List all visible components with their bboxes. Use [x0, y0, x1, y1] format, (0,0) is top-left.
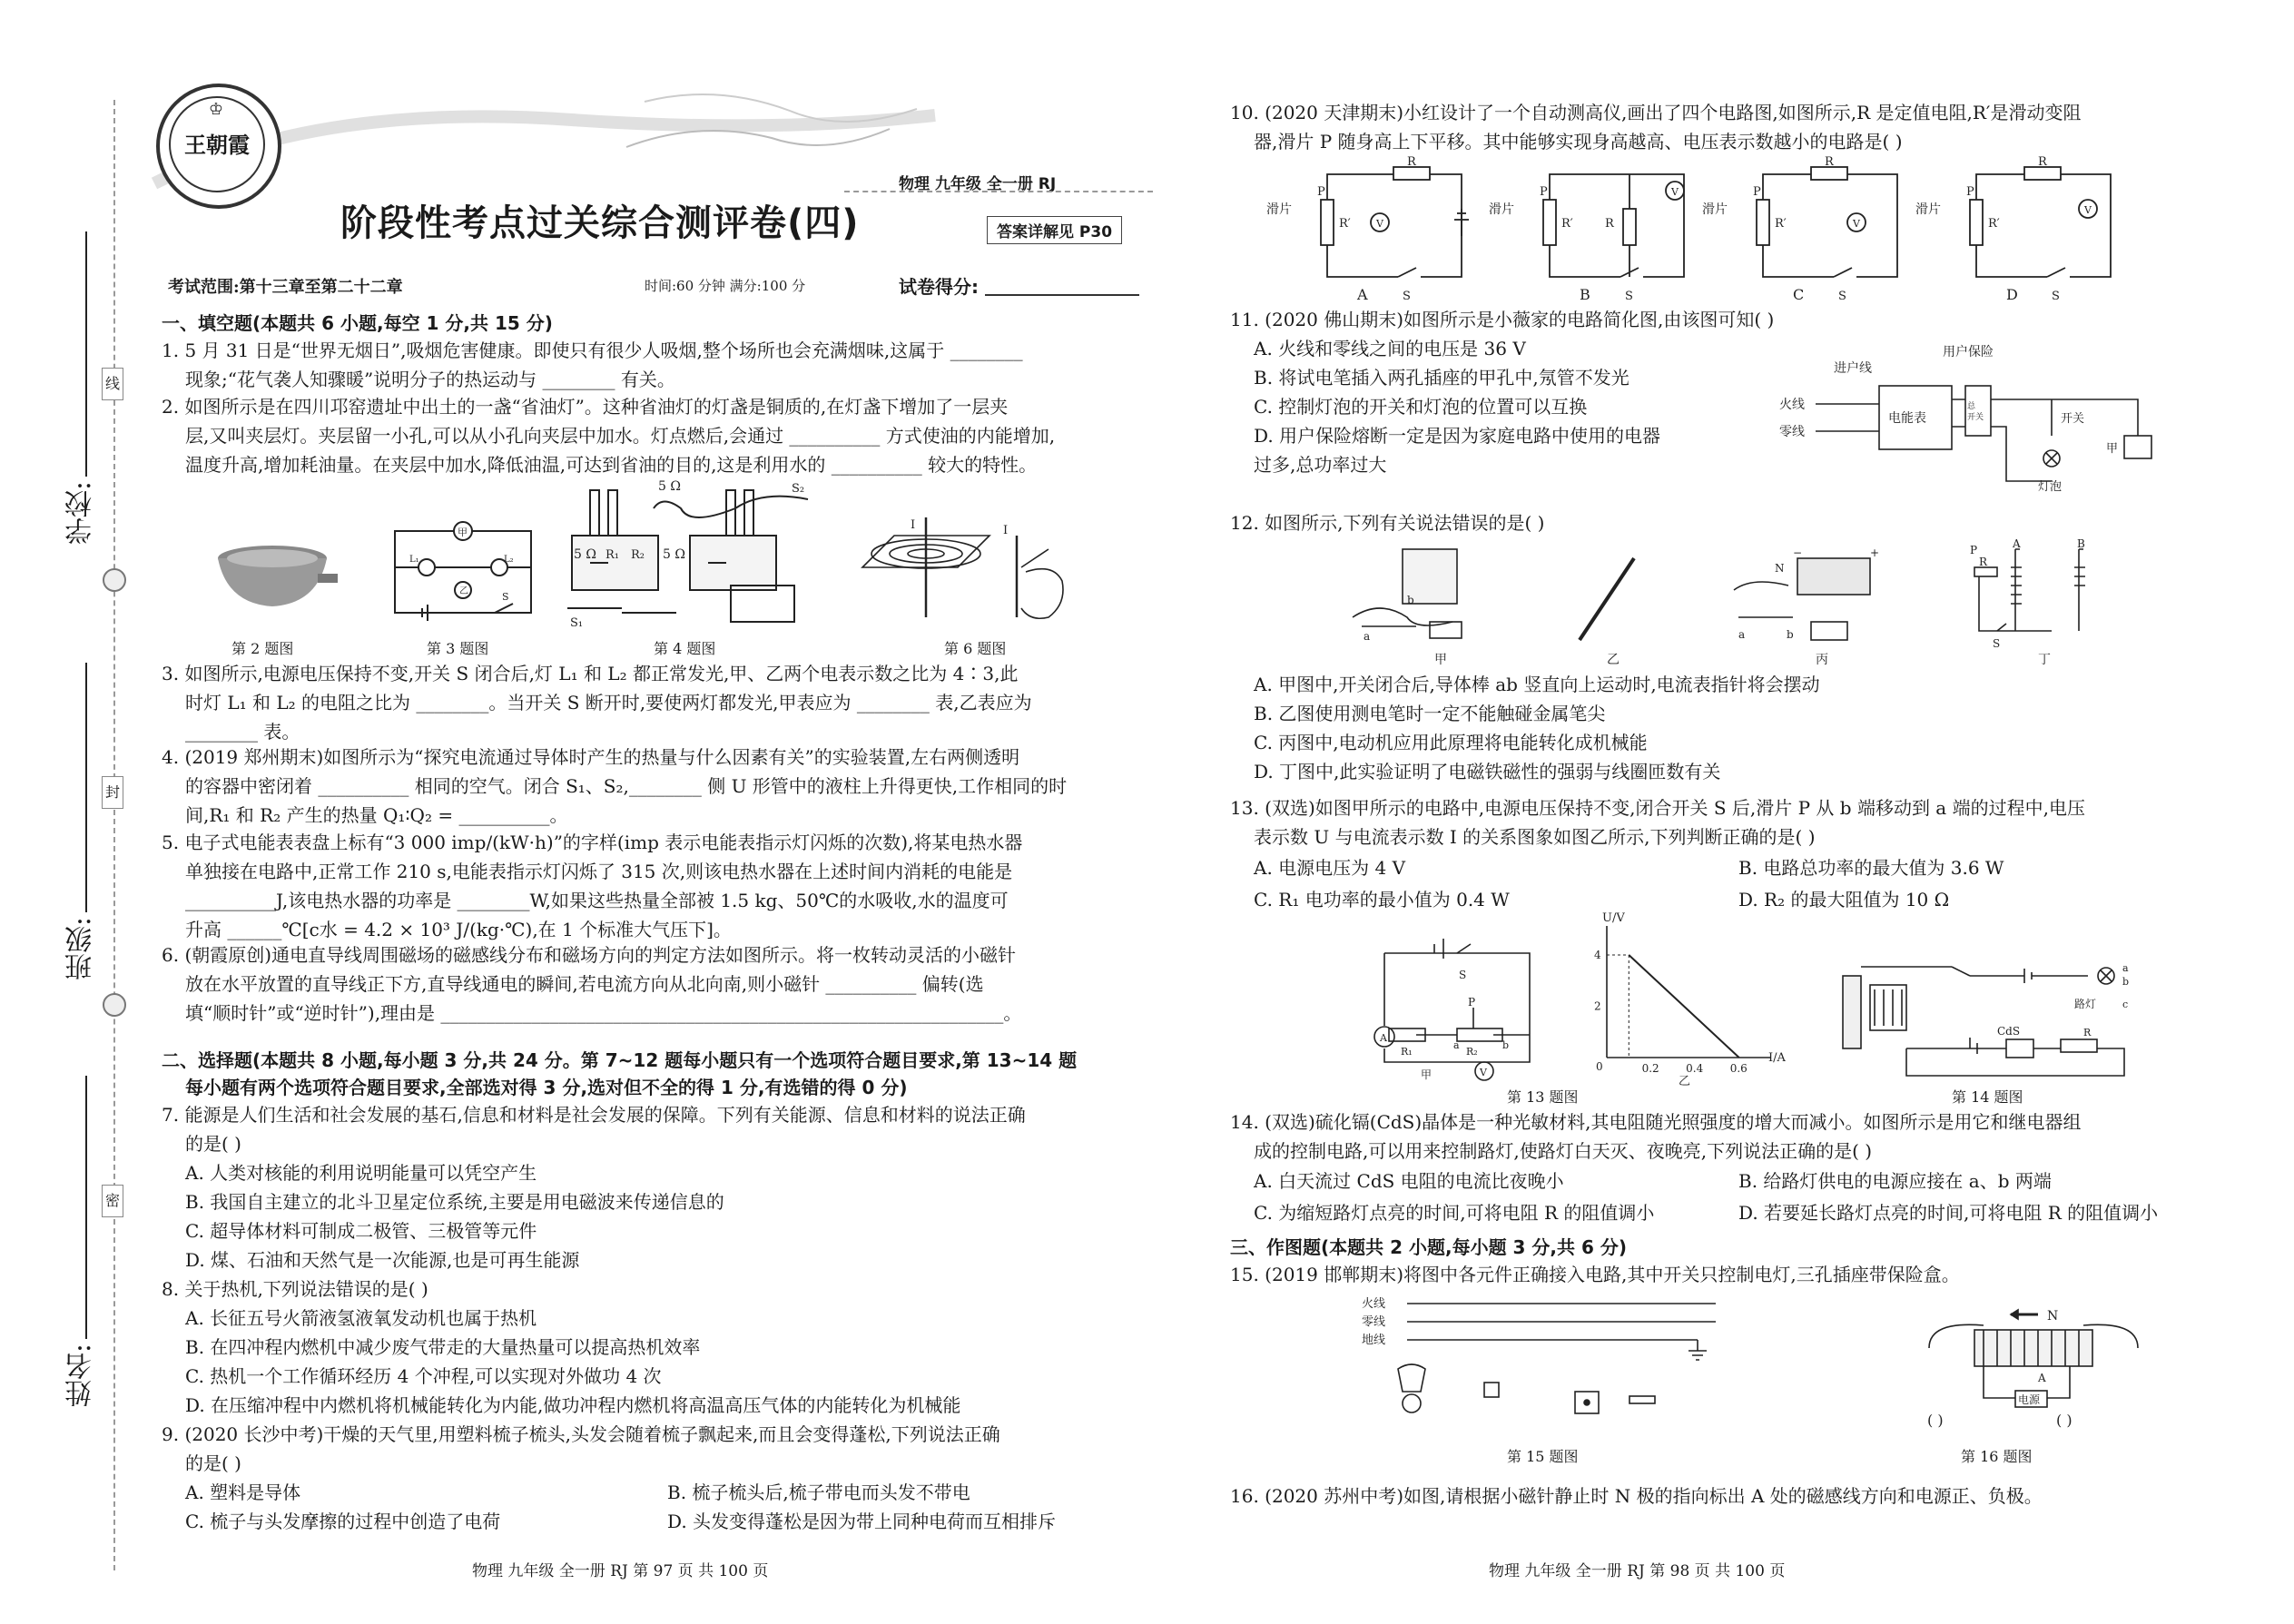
- svg-text:甲: 甲: [458, 527, 468, 538]
- question-1: [162, 336, 1023, 394]
- q11-option-d[interactable]: D. 用户保险熔断一定是因为家庭电路中使用的电器: [1254, 425, 1661, 447]
- q12-fig-yi: [1580, 558, 1634, 667]
- svg-text:火线: 火线: [1362, 1297, 1386, 1311]
- svg-text:S: S: [2052, 290, 2060, 303]
- question-3: [162, 659, 1032, 746]
- question-4: [162, 743, 1067, 830]
- q7-option-c[interactable]: C. 超导体材料可制成二极管、三极管等元件: [185, 1220, 537, 1242]
- svg-text:P: P: [1966, 185, 1974, 199]
- q12-figures: [1344, 537, 2206, 667]
- svg-text:甲: 甲: [2106, 442, 2119, 456]
- svg-text:R: R: [1825, 155, 1834, 169]
- q9-option-b[interactable]: B. 梳子梳头后,梳子带电而头发不带电: [667, 1481, 970, 1503]
- q10-label-a: A: [1357, 286, 1368, 303]
- question-8: [162, 1275, 960, 1420]
- svg-text:N: N: [1775, 562, 1785, 575]
- svg-text:V: V: [2084, 204, 2092, 216]
- q14-relay-circuit: [1834, 949, 2142, 1085]
- svg-text:S: S: [1625, 290, 1633, 303]
- svg-text:丙: 丙: [1816, 653, 1828, 667]
- svg-text:S₁: S₁: [570, 616, 584, 630]
- svg-text:B: B: [1580, 286, 1590, 303]
- q12-option-d[interactable]: D. 丁图中,此实验证明了电磁铁磁性的强弱与线圈匝数有关: [1254, 761, 1721, 782]
- svg-text:L₁: L₁: [409, 555, 419, 565]
- binding-mark-seal: 封: [102, 776, 123, 809]
- school-label: 学校:: [65, 481, 97, 546]
- section-2-heading-1: 二、选择题(本题共 8 小题,每小题 3 分,共 24 分。第 7~12 题每小题只有一个选项符合题目要求,第 13~14 题: [162, 1049, 1078, 1071]
- q5-line-1: 5. 电子式电能表表盘上标有“3 000 imp/(kW·h)”的字样(imp 表示电能表指示灯闪烁的次数),将某电热水器: [162, 832, 1023, 853]
- q8-option-b[interactable]: B. 在四冲程内燃机中减少废气带走的大量热量可以提高热机效率: [185, 1336, 701, 1358]
- question-10: [1230, 98, 2081, 156]
- origin-label: 0: [1596, 1060, 1603, 1073]
- svg-text:电源: 电源: [2018, 1393, 2041, 1406]
- svg-text:N: N: [2047, 1309, 2059, 1324]
- svg-text:零线: 零线: [1779, 425, 1805, 439]
- q10-line-1: 10. (2020 天津期末)小红设计了一个自动测高仪,画出了四个电路图,如图所示,R 是定值电阻,R′是滑动变阻: [1230, 102, 2082, 123]
- svg-text:R: R: [1605, 217, 1614, 231]
- q4-line-3: 间,R₁ 和 R₂ 产生的热量 Q₁∶Q₂ = __________。: [185, 804, 568, 826]
- svg-text:R: R: [1979, 556, 1988, 568]
- svg-text:S₂: S₂: [792, 482, 805, 496]
- name-label: 姓名:: [65, 1343, 97, 1408]
- q2-line-3: 温度升高,增加耗油量。在夹层中加水,降低油温,可达到省油的目的,这是利用水的 __________ 较大的特性。: [185, 454, 1038, 476]
- svg-text:P: P: [1753, 185, 1761, 199]
- svg-text:R: R: [1407, 155, 1416, 169]
- svg-text:D: D: [2006, 286, 2018, 303]
- svg-text:b: b: [2122, 976, 2130, 988]
- svg-text:A: A: [2013, 537, 2021, 550]
- svg-text:a: a: [1738, 628, 1746, 641]
- q16-solenoid-figure: [1920, 1307, 2138, 1434]
- svg-text:−: −: [1793, 546, 1803, 559]
- q13-option-a[interactable]: A. 电源电压为 4 V: [1254, 857, 1406, 879]
- q12-option-c[interactable]: C. 丙图中,电动机应用此原理将电能转化成机械能: [1254, 732, 1648, 753]
- binding-mark-secret: 密: [102, 1185, 123, 1217]
- svg-text:R′: R′: [1775, 217, 1787, 231]
- q12-fig-jia: [1353, 549, 1462, 667]
- logo-crown-icon: ♔: [208, 100, 224, 119]
- svg-text:总: 总: [1967, 402, 1976, 411]
- q8-stem: 8. 关于热机,下列说法错误的是( ): [162, 1278, 428, 1300]
- svg-text:P: P: [1540, 185, 1548, 199]
- svg-text:A: A: [2038, 1372, 2046, 1384]
- svg-text:乙: 乙: [459, 586, 468, 596]
- svg-text:P: P: [1970, 544, 1978, 556]
- q10-circuits: [1266, 154, 2174, 304]
- score-label: 试卷得分:: [899, 276, 979, 298]
- answer-ref[interactable]: 答案详解见 P30: [987, 216, 1122, 244]
- svg-text:R₁: R₁: [605, 548, 619, 562]
- svg-text:进户线: 进户线: [1834, 361, 1872, 376]
- svg-text:b: b: [1502, 1039, 1510, 1051]
- q4-line-1: 4. (2019 郑州期末)如图所示为“探究电流通过导体时产生的热量与什么因素有关”的实验装置,左右两侧透明: [162, 746, 1020, 768]
- footer-left: 物理 九年级 全一册 RJ 第 97 页 共 100 页: [472, 1562, 769, 1580]
- q6-line-1: 6. (朝霞原创)通电直导线周围磁场的磁感线分布和磁场方向的判定方法如图所示。将一枚转动灵活的小磁针: [162, 944, 1017, 966]
- svg-text:S: S: [1993, 637, 2001, 650]
- q13-option-c[interactable]: C. R₁ 电功率的最小值为 0.4 W: [1254, 889, 1510, 910]
- y-tick-label: 4: [1594, 948, 1601, 961]
- q12-fig-ding: [1970, 537, 2085, 667]
- q14-option-c[interactable]: C. 为缩短路灯点亮的时间,可将电阻 R 的阻值调小: [1254, 1202, 1655, 1224]
- svg-text:滑片: 滑片: [1702, 202, 1728, 217]
- q3-line-1: 3. 如图所示,电源电压保持不变,开关 S 闭合后,灯 L₁ 和 L₂ 都正常发光,甲、乙两个电表示数之比为 4∶3,此: [162, 663, 1019, 684]
- svg-text:V: V: [1480, 1067, 1487, 1078]
- svg-text:P: P: [1317, 185, 1325, 199]
- svg-text:开关: 开关: [1967, 413, 1984, 422]
- figure-4-apparatus: [554, 472, 826, 631]
- caption-fig-14: 第 14 题图: [1952, 1088, 2023, 1106]
- q11-stem: 11. (2020 佛山期末)如图所示是小薇家的电路简化图,由该图可知( ): [1230, 309, 1775, 330]
- q13-option-d[interactable]: D. R₂ 的最大阻值为 10 Ω: [1738, 889, 1950, 910]
- binding-dotted-line: [113, 100, 115, 1570]
- question-14: [1230, 1107, 2082, 1166]
- q14-option-a[interactable]: A. 白天流过 CdS 电阻的电流比夜晚小: [1254, 1170, 1564, 1192]
- svg-text:A: A: [1380, 1032, 1387, 1044]
- q15-wiring-figure: [1362, 1296, 1743, 1432]
- svg-text:a: a: [2122, 962, 2129, 974]
- q9-stem-1: 9. (2020 长沙中考)干燥的天气里,用塑料梳子梳头,头发会随着梳子飘起来,而且会变得蓬松,下列说法正确: [162, 1423, 1000, 1445]
- svg-text:R′: R′: [1561, 217, 1573, 231]
- section-2-heading-2: 每小题有两个选项符合题目要求,全部选对得 3 分,选对但不全的得 1 分,有选错的得 0 分): [185, 1077, 908, 1098]
- q3-line-3: ________ 表。: [185, 721, 300, 743]
- q5-line-3: __________J,该电热水器的功率是 ________W,如果这些热量全部被 1.5 kg、50℃的水吸收,水的温度可: [185, 890, 1009, 911]
- section-1-heading: 一、填空题(本题共 6 小题,每空 1 分,共 15 分): [162, 312, 553, 334]
- q8-option-d[interactable]: D. 在压缩冲程中内燃机将机械能转化为内能,做功冲程内燃机将高温高压气体的内能转化为机械能: [185, 1394, 961, 1416]
- exam-time: 时间:60 分钟 满分:100 分: [645, 278, 806, 294]
- svg-text:R′: R′: [1988, 217, 2000, 231]
- svg-text:灯泡: 灯泡: [2038, 480, 2063, 494]
- y-tick-label: 2: [1594, 999, 1601, 1013]
- question-16: 16. (2020 苏州中考)如图,请根据小磁针静止时 N 极的指向标出 A 处的磁感线方向和电源正、负极。: [1230, 1485, 2043, 1507]
- svg-text:5 Ω: 5 Ω: [663, 547, 685, 562]
- score-field[interactable]: [985, 294, 1139, 296]
- ui-chart-svg: [1570, 911, 1788, 1088]
- svg-text:b: b: [1407, 594, 1414, 606]
- svg-text:V: V: [1853, 218, 1860, 230]
- x-tick-label: 0.4: [1686, 1062, 1704, 1075]
- caption-fig-3: 第 3 题图: [427, 640, 489, 657]
- q9-option-d[interactable]: D. 头发变得蓬松是因为带上同种电荷而互相排斥: [667, 1511, 1057, 1532]
- svg-text:c: c: [2122, 999, 2129, 1010]
- svg-text:( ): ( ): [1927, 1412, 1944, 1429]
- question-7: [162, 1100, 1026, 1275]
- svg-text:甲: 甲: [1434, 653, 1447, 667]
- q12-option-b[interactable]: B. 乙图使用测电笔时一定不能触碰金属笔尖: [1254, 703, 1606, 724]
- svg-text:( ): ( ): [2056, 1412, 2072, 1429]
- q14-option-b[interactable]: B. 给路灯供电的电源应接在 a、b 两端: [1738, 1170, 2052, 1192]
- svg-text:R′: R′: [1339, 217, 1351, 231]
- q5-line-4: 升高 ______℃[c水 = 4.2 × 10³ J/(kg·℃),在 1 个标准大气压下]。: [185, 919, 732, 940]
- q13-circuit-jia: [1366, 935, 1548, 1080]
- svg-text:R₂: R₂: [1466, 1046, 1478, 1058]
- svg-text:C: C: [1793, 286, 1805, 303]
- question-11: [1230, 305, 1774, 479]
- question-12: [1230, 508, 1544, 537]
- caption-fig-2: 第 2 题图: [231, 640, 294, 657]
- caption-fig-13: 第 13 题图: [1507, 1088, 1579, 1106]
- q7-stem-1: 7. 能源是人们生活和社会发展的基石,信息和材料是社会发展的保障。下列有关能源、信息和材料的说法正确: [162, 1104, 1026, 1126]
- figure-2-oil-lamp: [209, 527, 336, 617]
- question-15: 15. (2019 邯郸期末)将图中各元件正确接入电路,其中开关只控制电灯,三孔插座带保险盒。: [1230, 1264, 1960, 1285]
- svg-text:I: I: [911, 518, 916, 532]
- svg-text:+: +: [1870, 546, 1880, 559]
- svg-text:a: a: [1453, 1039, 1460, 1051]
- q11-household-circuit: [1779, 345, 2161, 495]
- svg-text:电能表: 电能表: [1888, 411, 1926, 426]
- caption-fig-4: 第 4 题图: [654, 640, 716, 657]
- series-line: [1629, 955, 1738, 1058]
- caption-fig-15: 第 15 题图: [1507, 1448, 1579, 1465]
- binding-mark-line: 线: [102, 368, 123, 400]
- figure-6-magnetic-field: [858, 517, 1080, 626]
- question-13: [1230, 793, 2085, 851]
- svg-text:R₁: R₁: [1401, 1046, 1413, 1058]
- q12-fig-bing: [1734, 546, 1879, 667]
- chart-sublabel: 乙: [1679, 1075, 1691, 1088]
- svg-text:5 Ω: 5 Ω: [658, 479, 681, 494]
- caption-fig-16: 第 16 题图: [1961, 1448, 2033, 1465]
- q8-option-c[interactable]: C. 热机一个工作循环经历 4 个冲程,可以实现对外做功 4 次: [185, 1365, 662, 1387]
- q10-circuit-a: [1266, 155, 1469, 303]
- q12-stem: 12. 如图所示,下列有关说法错误的是( ): [1230, 512, 1545, 534]
- page-title: 阶段性考点过关综合测评卷(四): [340, 202, 860, 244]
- logo-badge: [156, 84, 281, 209]
- svg-text:甲: 甲: [1421, 1068, 1433, 1081]
- svg-text:丁: 丁: [2038, 653, 2051, 667]
- class-label: 班级:: [65, 917, 97, 981]
- svg-text:S: S: [1459, 969, 1467, 981]
- q5-line-2: 单独接在电路中,正常工作 210 s,电能表指示灯闪烁了 315 次,则该电热水器在上述时间内消耗的电能是: [185, 861, 1013, 882]
- q13-ui-graph: [1570, 911, 1788, 1088]
- q13-option-b[interactable]: B. 电路总功率的最大值为 3.6 W: [1738, 857, 2004, 879]
- q2-line-1: 2. 如图所示是在四川邛窑遗址中出土的一盏“省油灯”。这种省油灯的灯盏是铜质的,在灯盏下增加了一层夹: [162, 396, 1009, 418]
- question-9: [162, 1420, 1000, 1478]
- caption-fig-6: 第 6 题图: [944, 640, 1007, 657]
- q1-line-1: 1. 5 月 31 日是“世界无烟日”,吸烟危害健康。即使只有很少人吸烟,整个场所也会充满烟味,这属于 ________: [162, 340, 1023, 361]
- name-field[interactable]: [85, 1076, 87, 1339]
- svg-text:R: R: [2083, 1027, 2092, 1038]
- q7-stem-2: 的是( ): [185, 1133, 241, 1155]
- footer-right: 物理 九年级 全一册 RJ 第 98 页 共 100 页: [1489, 1562, 1786, 1580]
- svg-text:S: S: [1838, 290, 1846, 303]
- svg-text:R₂: R₂: [631, 548, 645, 562]
- svg-text:滑片: 滑片: [1266, 202, 1292, 217]
- question-6: [162, 940, 1021, 1028]
- y-axis-label: U/V: [1602, 911, 1625, 925]
- svg-text:R: R: [2038, 155, 2047, 169]
- q12-option-a[interactable]: A. 甲图中,开关闭合后,导体棒 ab 竖直向上运动时,电流表指针将会摆动: [1254, 674, 1820, 695]
- svg-text:P: P: [1468, 996, 1476, 1009]
- svg-text:a: a: [1364, 630, 1371, 643]
- svg-text:乙: 乙: [1607, 653, 1620, 667]
- svg-text:b: b: [1787, 628, 1794, 641]
- svg-text:5 Ω: 5 Ω: [574, 547, 596, 562]
- q14-option-d[interactable]: D. 若要延长路灯点亮的时间,可将电阻 R 的阻值调小: [1738, 1202, 2159, 1224]
- q11-option-c[interactable]: C. 控制灯泡的开关和灯泡的位置可以互换: [1254, 396, 1588, 418]
- svg-text:开关: 开关: [2061, 412, 2085, 426]
- q4-line-2: 的容器中密闭着 __________ 相同的空气。闭合 S₁、S₂,________ 侧 U 形管中的液柱上升得更快,工作相同的时: [185, 775, 1068, 797]
- svg-text:I: I: [1003, 524, 1009, 537]
- svg-text:V: V: [1376, 218, 1383, 230]
- q11-option-a[interactable]: A. 火线和零线之间的电压是 36 V: [1254, 338, 1526, 359]
- q8-option-a[interactable]: A. 长征五号火箭液氢液氧发动机也属于热机: [185, 1307, 537, 1329]
- question-12-options: [1230, 670, 1820, 786]
- svg-text:CdS: CdS: [1997, 1025, 2021, 1038]
- q7-option-d[interactable]: D. 煤、石油和天然气是一次能源,也是可再生能源: [185, 1249, 580, 1271]
- q7-option-b[interactable]: B. 我国自主建立的北斗卫星定位系统,主要是用电磁波来传递信息的: [185, 1191, 724, 1213]
- q9-option-a[interactable]: A. 塑料是导体: [185, 1481, 301, 1503]
- svg-text:火线: 火线: [1779, 398, 1805, 412]
- q7-option-a[interactable]: A. 人类对核能的利用说明能量可以凭空产生: [185, 1162, 537, 1184]
- question-5: [162, 828, 1022, 944]
- q6-line-2: 放在水平放置的直导线正下方,直导线通电的瞬间,若电流方向从北向南,则小磁针 __________ 偏转(选: [185, 973, 984, 995]
- q1-line-2: 现象;“花气袭人知骤暖”说明分子的热运动与 ________ 有关。: [185, 369, 675, 390]
- q2-line-2: 层,又叫夹层灯。夹层留一小孔,可以从小孔向夹层中加水。灯点燃后,会通过 __________ 方式使油的内能增加,: [185, 425, 1056, 447]
- exam-scope: 考试范围:第十三章至第二十二章: [168, 278, 403, 297]
- svg-text:路灯: 路灯: [2074, 998, 2097, 1010]
- svg-text:S: S: [502, 591, 509, 603]
- q11-option-d-cont: 过多,总功率过大: [1254, 454, 1387, 476]
- q3-line-2: 时灯 L₁ 和 L₂ 的电阻之比为 ________。当开关 S 断开时,要使两灯都发光,甲表应为 ________ 表,乙表应为: [185, 692, 1032, 714]
- x-axis-label: I/A: [1768, 1051, 1786, 1065]
- svg-text:L₂: L₂: [504, 555, 514, 565]
- figure-3-circuit: [386, 513, 540, 622]
- svg-text:滑片: 滑片: [1489, 202, 1514, 217]
- binding-hole-1: [103, 568, 126, 592]
- svg-text:V: V: [1671, 186, 1679, 198]
- class-field[interactable]: [85, 663, 87, 912]
- q11-option-b[interactable]: B. 将试电笔插入两孔插座的甲孔中,氖管不发光: [1254, 367, 1629, 389]
- x-tick-label: 0.6: [1729, 1062, 1748, 1075]
- series-label: 物理 九年级 全一册 RJ: [899, 175, 1057, 193]
- q10-line-2: 器,滑片 P 随身高上下平移。其中能够实现身高越高、电压表示数越小的电路是( ): [1254, 131, 1903, 153]
- svg-text:地线: 地线: [1362, 1334, 1386, 1347]
- svg-text:B: B: [2077, 537, 2085, 550]
- binding-hole-2: [103, 993, 126, 1017]
- svg-text:S: S: [1403, 290, 1411, 303]
- school-field[interactable]: [85, 231, 87, 477]
- svg-text:零线: 零线: [1362, 1315, 1386, 1329]
- question-2: [162, 392, 1055, 479]
- q14-stem-2: 成的控制电路,可以用来控制路灯,使路灯白天灭、夜晚亮,下列说法正确的是( ): [1254, 1140, 1873, 1162]
- svg-text:用户保险: 用户保险: [1943, 345, 1994, 359]
- svg-text:滑片: 滑片: [1915, 202, 1941, 217]
- logo-text: 王朝霞: [184, 132, 250, 158]
- q6-line-3: 填“顺时针”或“逆时针”),理由是 ______________________________________________________________。: [185, 1002, 1022, 1024]
- q13-stem-2: 表示数 U 与电流表示数 I 的关系图象如图乙所示,下列判断正确的是( ): [1254, 826, 1816, 848]
- x-tick-label: 0.2: [1641, 1062, 1659, 1075]
- q14-stem-1: 14. (双选)硫化镉(CdS)晶体是一种光敏材料,其电阻随光照强度的增大而减小。如图所示是用它和继电器组: [1230, 1111, 2082, 1133]
- q9-stem-2: 的是( ): [185, 1452, 241, 1474]
- section-3-heading: 三、作图题(本题共 2 小题,每小题 3 分,共 6 分): [1230, 1236, 1628, 1258]
- q9-option-c[interactable]: C. 梳子与头发摩擦的过程中创造了电荷: [185, 1511, 501, 1532]
- q13-stem-1: 13. (双选)如图甲所示的电路中,电源电压保持不变,闭合开关 S 后,滑片 P 从 b 端移动到 a 端的过程中,电压: [1230, 797, 2085, 819]
